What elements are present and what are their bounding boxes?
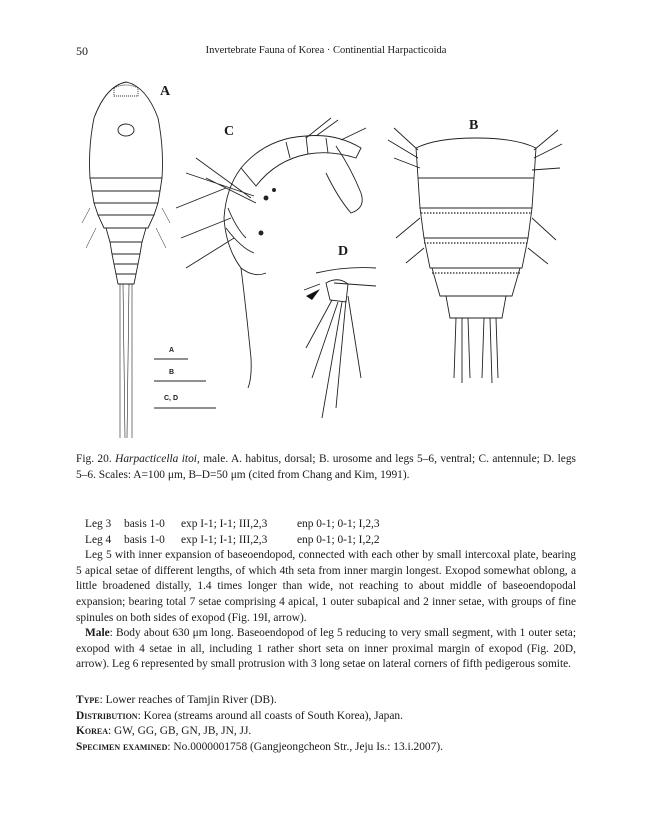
male-label: Male [85,627,110,640]
leg-exopod: exp I-1; I-1; III,2,3 [181,533,268,546]
figure-caption [76,451,576,483]
panel-label-a: A [160,84,171,99]
info-type [76,693,576,709]
info-korea [76,724,576,740]
leg-endopod: enp 0-1; 0-1; I,2,3 [297,518,380,530]
info-text: : GW, GG, GB, GN, JB, JN, JJ. [107,725,252,738]
legs-5-6-drawing [304,268,376,418]
info-text: : No.0000001758 (Gangjeongcheon Str., Jeju Is.: 13.i.2007). [167,740,443,753]
leg-basis: basis 1-0 [124,518,165,530]
info-label: Korea [76,725,108,738]
panel-label-c: C [224,124,235,139]
leg-basis: basis 1-0 [124,533,165,546]
info-label: Specimen examined [76,740,168,753]
info-text: : Lower reaches of Tamjin River (DB). [99,694,277,706]
info-distribution [76,709,576,725]
scale-label-a: A [169,347,175,354]
leg-formula-row [76,517,576,533]
panel-label-d: D [338,244,349,259]
body-text [76,517,576,673]
panel-label-b: B [469,118,479,133]
scale-label-cd: C, D [164,395,178,402]
leg-name: Leg 3 [85,518,112,530]
leg-name: Leg 4 [85,533,112,546]
male-paragraph [76,626,576,673]
male-text: : Body about 630 μm long. Baseoendopod of leg 5 reducing to very small segment, with 1 outer seta; exopod with 4 setae in all, including 1 rather short seta on inner proximal margin of exopod (Fig. 20D, arrow). Leg 6 represented by small protrusion with 3 long setae on lateral corners of fifth pedigerous somite. [76,627,576,671]
caption-text: , male. A. habitus, dorsal; B. urosome and legs 5–6, ventral; C. antennule; D. legs 5–6. Scales: A=100 μm, B–D=50 μm (cited from Chang and Kim, 1991). [76,453,576,481]
leg-endopod: enp 0-1; 0-1; I,2,2 [297,533,380,546]
info-specimen [76,740,576,756]
figure-drawing [76,78,576,438]
info-text: : Korea (streams around all coasts of South Korea), Japan. [137,709,403,722]
urosome-drawing [388,128,562,383]
info-label: Distribution [76,709,138,722]
figure-20 [76,78,576,438]
page-number: 50 [76,44,88,58]
arrow-icon [306,289,320,300]
caption-prefix: Fig. 20. [76,453,112,465]
leg-exopod: exp I-1; I-1; III,2,3 [181,518,268,530]
running-title: Invertebrate Fauna of Korea · Continential Harpacticoida [205,45,447,56]
leg5-paragraph: Leg 5 with inner expansion of baseoendopod, connected with each other by small intercoxal plate, bearing 5 apical setae of different lengths, of which 4th seta from inner margin longest. Exopod somewhat oblong, a little broadened distally, 1.4 times longer than wide, not reaching to about middle of baseoendopodal expansion; bearing total 7 setae comprising 4 apical, 1 outer subapical and 2 inner setae, with groups of fine spinules on both sides of exopod (Fig. 19I, arrow). [76,549,576,624]
scale-label-b: B [169,369,175,376]
leg-formula-row [76,533,576,549]
info-label: Type [76,694,100,706]
caption-species: Harpacticella itoi [115,453,197,465]
habitus-drawing [82,82,170,438]
specimen-info [76,693,576,755]
